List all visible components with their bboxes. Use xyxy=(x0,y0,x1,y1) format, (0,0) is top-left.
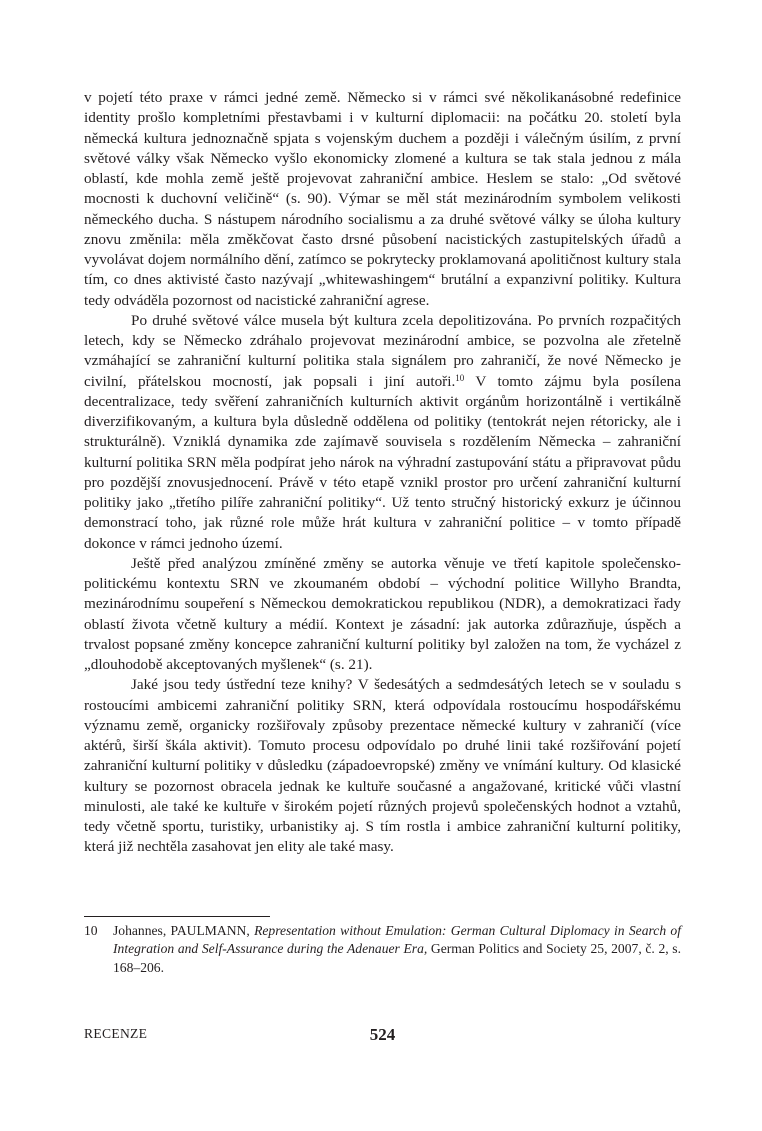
section-label: RECENZE xyxy=(84,1026,148,1041)
paragraph-2-text-b: V tomto zájmu byla posílena decentralizace, tedy svěření zahraničních kulturních aktivit orgánům horizontálně i vertikálně diverzifikovaným, a kultura byla důsledně oddělena od politiky (tentokrát nejen rétoricky, ale i strukturálně). Vzniklá dynamika zde zajímavě souvisela s rozdělením Německa – zahraniční kulturní politika SRN měla podpírat jeho nárok na výhradní zastupování státu a připravovat půdu pro pozdější znovusjednocení. Právě v této etapě vznikl prostor pro určení zahraniční kulturní politiky jako „třetího pilíře zahraniční politiky“. Už tento stručný historický exkurz je účinnou demonstrací toho, jak různé role může hrát kultura v zahraniční politice – v tomto případě dokonce v rámci jednoho území. xyxy=(84,372,681,552)
footnote-publication: German Politics and Society 25, 2007, č. 2, s. 168–206. xyxy=(113,941,681,975)
paragraph-2-text-a: Po druhé světové válce musela být kultura zcela depolitizována. Po prvních rozpačitých letech, kdy se Německo zdráhalo projevovat mezinárodní ambice, se pozvolna ale zřetelně vzmáhající se zahraniční kulturní politika stala signálem pro zahraničí, že nové Německo je civilní, přátelskou mocností, jak popsali i jiní autoři. xyxy=(84,311,681,390)
footnote-text xyxy=(113,922,681,977)
paragraph-3: Ještě před analýzou zmíněné změny se autorka věnuje ve třetí kapitole společensko-politickému kontextu SRN ve zkoumaném období – východní politice Willyho Brandta, mezinárodnímu soupeření s Německou demokratickou republikou (NDR), a demokratizaci řady oblastí života včetně kultury a médií. Kontext je zásadní: jak autorka zdůrazňuje, úspěch a trvalost popsané změny koncepce zahraniční kulturní politiky byl založen na tom, že vycházel z „dlouhodobě akceptovaných myšlenek“ (s. 21). xyxy=(84,554,681,673)
page-footer xyxy=(84,1026,681,1050)
article-body xyxy=(84,88,681,858)
footnote-number: 10 xyxy=(84,923,98,938)
footnote-title: Representation without Emulation: German Cultural Diplomacy in Search of Integration and Self-Assurance during the Adenauer Era, xyxy=(113,923,682,957)
paragraph-4: Jaké jsou tedy ústřední teze knihy? V šedesátých a sedmdesátých letech se v souladu s rostoucími ambicemi zahraniční politiky SRN, která odpovídala rostoucímu hospodářskému významu země, organicky rozšiřovaly způsoby prezentace německé kultury v zahraničí (více aktérů, širší škála aktivit). Tomuto procesu odpovídalo po druhé linii také rozšiřování pojetí zahraniční kulturní politiky v důsledku (západoevropské) změny ve vnímání kultury. Od klasické kultury se pozornost obracela jednak ke kultuře současné a angažované, kritické vůči vlastní minulosti, ale také ke kultuře v širokém pojetí různých projevů společenských hodnot a vztahů, tedy včetně sportu, turistiky, urbanistiky aj. S tím rostla i ambice zahraniční kulturní politiky, která již nechtěla zasahovat jen elity ale také masy. xyxy=(84,676,681,856)
footnote-reference[interactable]: 10 xyxy=(455,372,465,383)
footnote-separator xyxy=(84,916,270,917)
footnote xyxy=(84,922,681,977)
paragraph-1: v pojetí této praxe v rámci jedné země. Německo si v rámci své několikanásobné redefinice identity prošlo kompletními přestavbami i v kulturní diplomacii: na počátku 20. století byla německá kultura jednoznačně spjata s vojenským duchem a později i válečným úsilím, z první světové války však Německo vyšlo ekonomicky zlomené a kultura se tak stala jednou z mála oblastí, kde mohla země ještě projevovat zahraniční ambice. Heslem se stalo: „Od světové mocnosti k duchovní veličině“ (s. 90). Výmar se měl stát mezinárodním symbolem velikosti německého ducha. S nástupem národního socialismu a za druhé světové války se úloha kultury znovu změnila: měla změkčovat často drsné působení nacistických zastupitelských úřadů a vyvolávat dojem normálního dění, zatímco se pokrytecky proklamovaná apolitičnost kultury stala tím, co dnes aktivisté často nazývají „whitewashingem“ brutální a expanzivní politiky. Kultura tedy odváděla pozornost od nacistické zahraniční agrese. xyxy=(84,89,681,309)
footnote-author: Johannes, PAULMANN, xyxy=(113,923,255,938)
page-content xyxy=(84,88,681,858)
paragraph-2 xyxy=(84,311,681,554)
page-number: 524 xyxy=(369,1025,396,1044)
